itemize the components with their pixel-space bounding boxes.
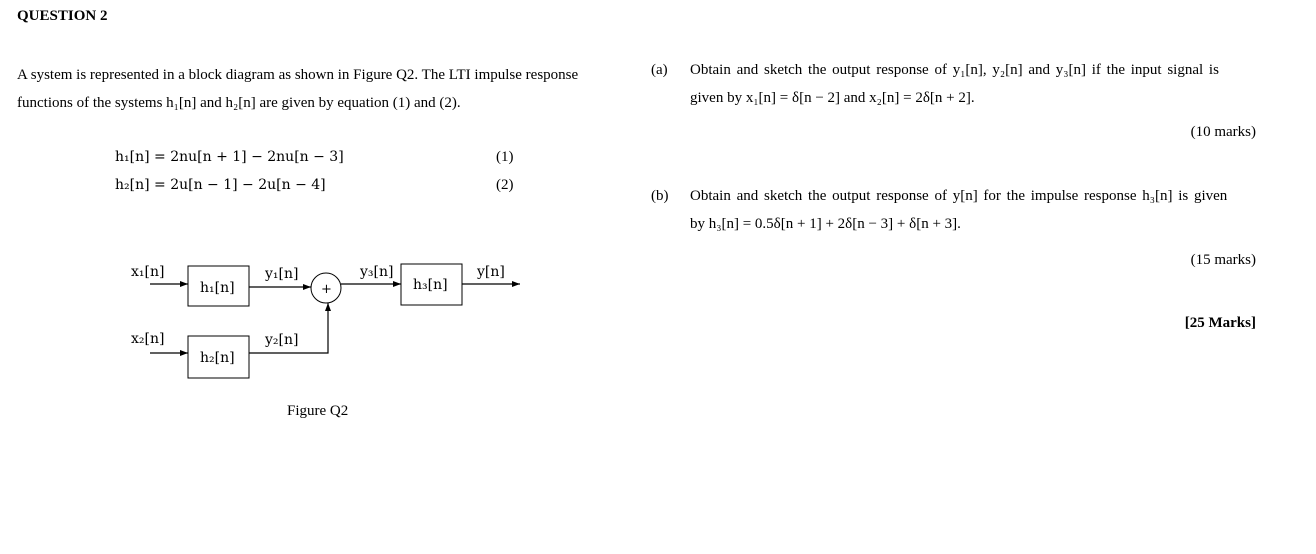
summer-plus-sign: + bbox=[321, 282, 332, 297]
part-b-line-2: by h₃[n] = 0.5δ[n + 1] + 2δ[n − 3] + δ[n + 3]. bbox=[690, 216, 961, 232]
figure-caption: Figure Q2 bbox=[287, 403, 349, 419]
y3-signal-label: y₃[n] bbox=[360, 264, 394, 280]
part-b-line-1: Obtain and sketch the output response of y[n] for the impulse response h₃[n] is given bbox=[690, 188, 1228, 204]
part-b-label: (b) bbox=[651, 188, 669, 204]
part-a-line-2: given by x₁[n] = δ[n − 2] and x₂[n] = 2δ[n + 2]. bbox=[690, 90, 975, 106]
part-a-label: (a) bbox=[651, 62, 668, 78]
part-b-marks: (15 marks) bbox=[1190, 252, 1256, 268]
question-heading: QUESTION 2 bbox=[17, 8, 108, 24]
x2-signal-label: x₂[n] bbox=[131, 331, 165, 347]
h3-label: h₃[n] bbox=[413, 277, 448, 293]
y2-signal-label: y₂[n] bbox=[265, 332, 299, 348]
equation-1-number: (1) bbox=[496, 149, 514, 165]
y1-signal-label: y₁[n] bbox=[265, 266, 299, 282]
h2-label: h₂[n] bbox=[200, 350, 235, 366]
x1-signal-label: x₁[n] bbox=[131, 264, 165, 280]
y-signal-label: y[n] bbox=[477, 264, 505, 280]
intro-line-1: A system is represented in a block diagram as shown in Figure Q2. The LTI impulse response bbox=[17, 67, 579, 83]
part-a-marks: (10 marks) bbox=[1190, 124, 1256, 140]
equation-2: h₂[n] = 2u[n − 1] − 2u[n − 4] bbox=[115, 177, 326, 193]
equation-2-number: (2) bbox=[496, 177, 514, 193]
total-marks: [25 Marks] bbox=[1184, 315, 1256, 331]
part-a-line-1: Obtain and sketch the output response of y₁[n], y₂[n] and y₃[n] if the input signal is bbox=[690, 62, 1219, 78]
intro-line-2: functions of the systems h₁[n] and h₂[n] are given by equation (1) and (2). bbox=[17, 95, 461, 111]
h1-label: h₁[n] bbox=[200, 280, 235, 296]
equation-1: h₁[n] = 2nu[n + 1] − 2nu[n − 3] bbox=[115, 149, 344, 165]
